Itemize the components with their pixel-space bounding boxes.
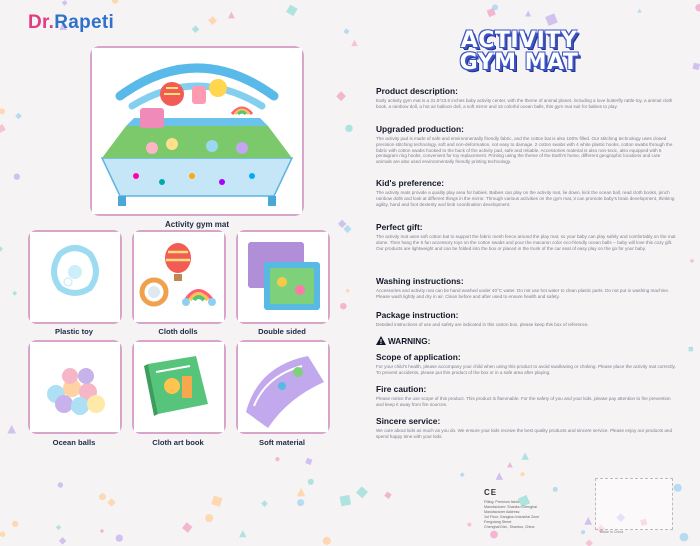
confetti-shape bbox=[12, 291, 17, 296]
section-fire-caution bbox=[376, 384, 676, 408]
confetti-shape bbox=[689, 347, 694, 352]
confetti-shape bbox=[692, 63, 700, 71]
confetti-shape bbox=[340, 303, 347, 310]
confetti-shape bbox=[56, 525, 61, 530]
confetti-shape bbox=[182, 522, 193, 533]
made-in-label: Made in China bbox=[600, 530, 624, 534]
barcode-placeholder bbox=[595, 478, 673, 530]
confetti-shape bbox=[637, 8, 641, 12]
fine-print-line: 1st Floor, Gangkou Industrial Zone bbox=[484, 515, 540, 519]
fine-print-line: Fengxiang Street bbox=[484, 520, 512, 524]
confetti-shape bbox=[0, 532, 5, 537]
feature-tile-double-sided bbox=[236, 230, 330, 324]
section-heading: Scope of application: bbox=[376, 352, 461, 362]
feature-tile-plastic-toy bbox=[28, 230, 122, 324]
section-heading: Kid's preference: bbox=[376, 178, 445, 188]
fine-print-line: Manufacturer Address: bbox=[484, 510, 521, 514]
section-package-instruction bbox=[376, 310, 676, 328]
confetti-shape bbox=[340, 495, 351, 506]
feature-tile-soft-material bbox=[236, 340, 330, 434]
confetti-shape bbox=[12, 521, 18, 527]
confetti-shape bbox=[0, 108, 5, 114]
brand-logo bbox=[28, 12, 114, 34]
fine-print-line: Filling: Premium fabric bbox=[484, 500, 520, 504]
section-heading: Fire caution: bbox=[376, 384, 427, 394]
section-perfect-gift bbox=[376, 222, 676, 251]
section-kids-preference bbox=[376, 178, 676, 207]
feature-tile-cloth-dolls bbox=[132, 230, 226, 324]
confetti-shape bbox=[305, 458, 312, 465]
confetti-shape bbox=[59, 537, 67, 545]
product-title bbox=[454, 30, 584, 74]
cloth-dolls-icon bbox=[134, 232, 224, 322]
section-body: We care about kids as much as you do. We ensure your kids receive the best quality products and sincere service. Please enjoy our products and spend happy time with your kids. bbox=[376, 428, 673, 439]
confetti-shape bbox=[690, 259, 695, 264]
feature-label-cloth-art-book: Cloth art book bbox=[152, 438, 204, 447]
section-sincere-service bbox=[376, 416, 676, 440]
section-heading: Washing instructions: bbox=[376, 276, 464, 286]
confetti-shape bbox=[7, 425, 16, 434]
confetti-shape bbox=[286, 5, 298, 17]
cloth-book-icon bbox=[134, 342, 224, 432]
confetti-shape bbox=[58, 482, 63, 487]
confetti-shape bbox=[228, 12, 235, 19]
brand-prefix: Dr. bbox=[28, 12, 55, 33]
fine-print-line: Chenghai Dist., Shantou, China bbox=[484, 525, 535, 529]
confetti-shape bbox=[275, 457, 279, 461]
section-body: The activity mats provide a quality play area for babies. Babies can play on the activity mat, lie down, kick the ocean ball, read cloth books, pinch rainbow dolls and look at different things in the mirror. Through various activities on the gym mat, it can promote baby's brain development, thinking agility, hand and foot dexterity and limb coordination development. bbox=[376, 190, 675, 207]
confetti-shape bbox=[345, 289, 350, 294]
confetti-shape bbox=[356, 486, 368, 498]
soft-material-icon bbox=[238, 342, 328, 432]
confetti-shape bbox=[107, 498, 115, 506]
confetti-shape bbox=[496, 472, 503, 479]
section-heading: Sincere service: bbox=[376, 416, 441, 426]
feature-label-ocean-balls: Ocean balls bbox=[52, 438, 96, 447]
confetti-shape bbox=[297, 499, 304, 506]
section-heading: Package instruction: bbox=[376, 310, 459, 320]
section-scope-of-application bbox=[376, 352, 676, 376]
ocean-balls-icon bbox=[30, 342, 120, 432]
plastic-toy-icon bbox=[30, 232, 120, 322]
confetti-shape bbox=[507, 462, 513, 468]
hero-label: Activity gym mat bbox=[164, 220, 230, 229]
section-body: For your child's health, please accompany your child when using this product to avoid swallowing or choking. Please place the activity mat correctly. To prevent accidents, please put this product of the box or in a safe area after playing. bbox=[376, 364, 676, 375]
warning-label: WARNING: bbox=[388, 337, 431, 346]
section-heading: Product description: bbox=[376, 86, 458, 96]
double-sided-mat-icon bbox=[238, 232, 328, 322]
section-heading: Perfect gift: bbox=[376, 222, 423, 232]
section-body: Detailed instructions of use and safety are indicated in this carton box, please keep this box of reference. bbox=[376, 322, 589, 327]
section-body: The activity mat uses soft cotton bat to support the fabric mesh fence around the play mat, so your baby can play safely and comfortably on the mat alone. Then hang the 5 fun accessory toys on the cotton swabs and pour the macaron color eco-friendly ocean balls -- baby will love this cozy gift. Our products are lightweight and can be folded into the box or placed in the trunk of the car seat of easy play on the go for your baby. bbox=[376, 234, 676, 251]
confetti-shape bbox=[192, 25, 200, 33]
confetti-shape bbox=[62, 0, 68, 6]
confetti-shape bbox=[343, 28, 349, 34]
feature-tile-cloth-art-book bbox=[132, 340, 226, 434]
feature-label-plastic-toy: Plastic toy bbox=[55, 327, 93, 336]
confetti-shape bbox=[521, 452, 529, 460]
brand-name: Rapeti bbox=[54, 12, 115, 33]
confetti-shape bbox=[323, 537, 331, 545]
confetti-shape bbox=[211, 496, 222, 507]
warning-heading bbox=[376, 336, 430, 346]
feature-label-double-sided: Double sided bbox=[258, 327, 306, 336]
section-heading: Upgraded production: bbox=[376, 124, 464, 134]
confetti-shape bbox=[239, 530, 246, 537]
confetti-shape bbox=[674, 484, 682, 492]
fine-print-line: Manufacturer: Shantou Chenghai bbox=[484, 505, 537, 509]
confetti-shape bbox=[384, 492, 391, 499]
product-images-panel bbox=[18, 34, 340, 454]
confetti-shape bbox=[0, 246, 3, 252]
confetti-shape bbox=[308, 479, 314, 485]
feature-label-soft-material: Soft material bbox=[259, 438, 305, 447]
confetti-shape bbox=[460, 472, 465, 477]
confetti-shape bbox=[112, 0, 118, 4]
section-washing-instructions bbox=[376, 276, 676, 300]
confetti-shape bbox=[525, 10, 531, 16]
confetti-shape bbox=[100, 529, 104, 533]
section-body: Early activity gym mat is a 31.5*23.6 inches baby activity center, with the theme of animal planet, including a love butterfly rattle toy, a animal cloth book, a rainbow doll, a hot air balloon doll, a soft mirror and 15 colorful ocean balls, this gym mat suit for babies to play. bbox=[376, 98, 673, 109]
activity-gym-mat-illustration bbox=[92, 48, 302, 214]
confetti-shape bbox=[297, 488, 306, 497]
section-body: Please notice the use scope of this product. This product is flammable. For the safety of you and your kids, please pay attention to fire prevention and keep it away from fire sources. bbox=[376, 396, 671, 407]
confetti-shape bbox=[467, 523, 471, 527]
confetti-shape bbox=[585, 539, 592, 546]
confetti-shape bbox=[680, 533, 689, 542]
confetti-shape bbox=[205, 514, 213, 522]
section-body: Accessories and activity mat can be hand washed under 40°C water. Do not use hot water to clean plastic parts. Do not put in washing machine. Please wash lightly and dry in air. Clean before and after used to ensure health and safety. bbox=[376, 288, 670, 299]
confetti-shape bbox=[343, 225, 351, 233]
confetti-shape bbox=[116, 535, 123, 542]
ce-mark: CE bbox=[484, 488, 498, 497]
confetti-shape bbox=[99, 493, 106, 500]
section-product-description bbox=[376, 86, 676, 110]
product-title-line2: GYM MAT bbox=[459, 50, 579, 75]
confetti-shape bbox=[520, 472, 524, 476]
feature-label-cloth-dolls: Cloth dolls bbox=[158, 327, 198, 336]
product-info-panel bbox=[356, 20, 676, 450]
confetti-shape bbox=[0, 124, 6, 133]
confetti-shape bbox=[345, 125, 352, 132]
warning-icon bbox=[376, 336, 386, 345]
confetti-shape bbox=[695, 4, 700, 11]
hero-image-card bbox=[90, 46, 304, 216]
feature-tile-ocean-balls bbox=[28, 340, 122, 434]
section-body: The activity pad is made of safe and environmentally friendly fabric, and the cotton bat is also 100% filled. Our stitching technology uses closed precision stitching technology, soft and non-deformation, not easy to damage. 2 cotton swabs with 4 white plastic hooks, cotton swabs through the fabric with cotton swabs hooked to the back of the activity pad, safe and reliable. Accessories material is also non-toxic, also equipped with 5 pentagram ring hooks, convenient for toy replacement. Printing using the theme of the Earth's home, different geographic locations and cute animals are also used environmentally friendly printing technology. bbox=[376, 136, 673, 165]
product-title-line1: ACTIVITY bbox=[460, 28, 578, 53]
section-upgraded-production bbox=[376, 124, 676, 165]
confetti-shape bbox=[261, 500, 268, 507]
confetti-shape bbox=[208, 16, 217, 25]
